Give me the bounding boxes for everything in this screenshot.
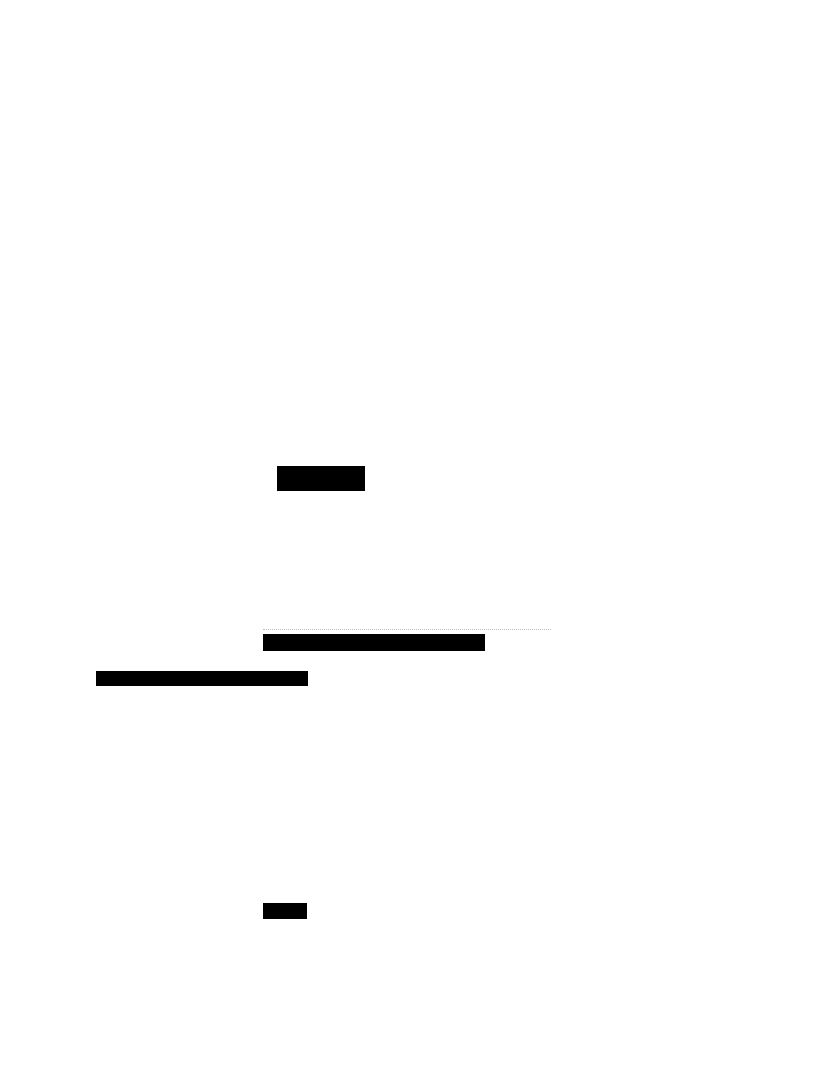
from-line <box>263 633 485 652</box>
divider <box>263 629 551 630</box>
redacted-signer <box>263 903 307 919</box>
reply-signoff-line <box>263 902 563 920</box>
redacted-from <box>263 634 485 651</box>
redacted-to <box>96 671 308 686</box>
to-line <box>96 669 308 688</box>
redacted-contact-block <box>277 466 365 491</box>
